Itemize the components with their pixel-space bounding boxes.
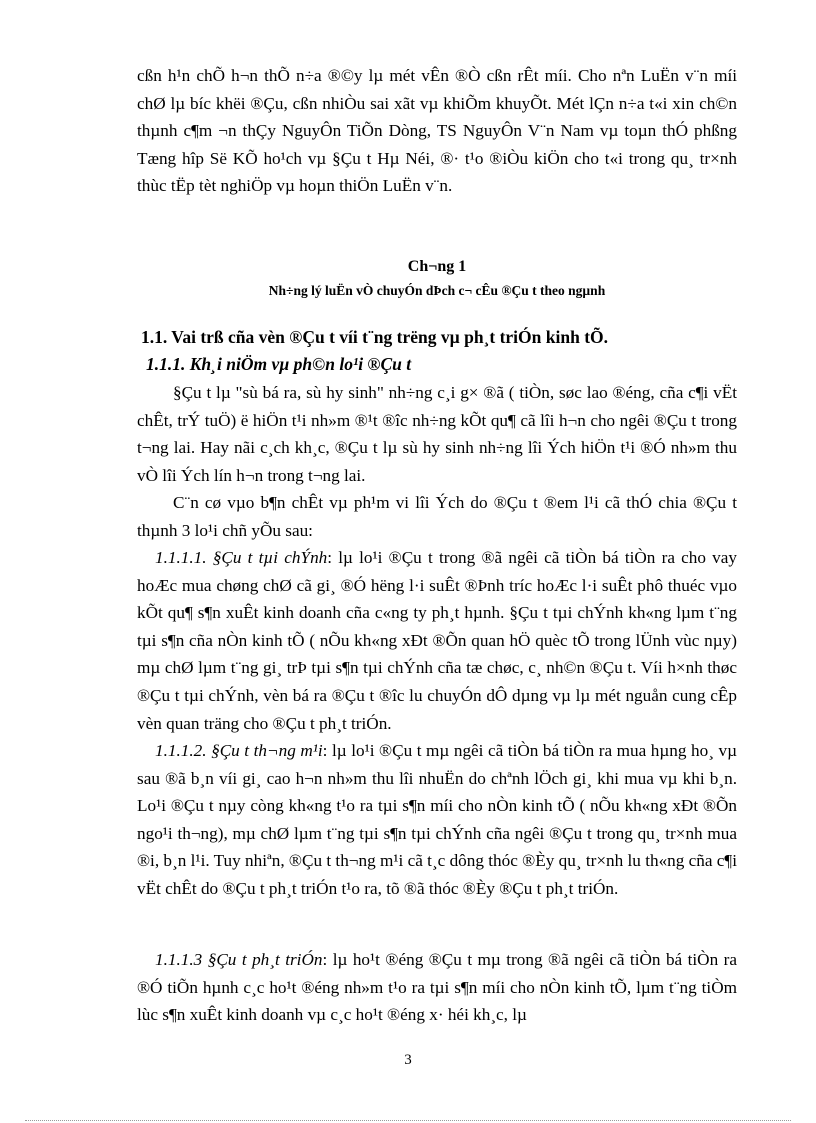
intro-paragraph: cßn h¹n chÕ h¬n thÕ n÷a ®©y lµ mét vÊn ®Ò cßn rÊt míi. Cho nªn LuËn v¨n míi chØ lµ bíc khëi ®Çu, cßn nhiÒu sai xãt vµ khiÕm khuyÕt. Mét lÇn n÷a t«i xin ch©n thµnh c¶m ¬n thÇy NguyÔn TiÕn Dòng, TS NguyÔn V¨n Nam vµ toµn thÓ phßng Tæng hîp Së KÕ ho¹ch vµ §Çu t Hµ Néi, ®· t¹o ®iÒu kiÖn cho t«i trong qu¸ tr×nh thùc tËp tèt nghiÖp vµ hoµn thiÖn LuËn v¨n. [137, 66, 737, 196]
chapter-label: Ch¬ng 1 [407, 258, 467, 275]
page-number: 3 [404, 1052, 412, 1068]
item-3-text: : lµ ho¹t ®éng ®Çu t mµ trong ®ã ngêi cã tiÒn bá tiÒn ra ®Ó tiÕn hµnh c¸c ho¹t ®éng nh»m t¹o ra tµi s¶n míi cho nÒn kinh tÕ, lµm t¨ng tiÒm lùc s¶n xuÊt kinh doanh vµ c¸c ho¹t ®éng x· héi kh¸c, lµ [137, 950, 737, 1025]
item-1-label: 1.1.1.1. §Çu t tµi chÝnh [155, 548, 328, 567]
page-bottom-border [25, 1120, 791, 1121]
item-2-label: 1.1.1.2. §Çu t th¬ng m¹i [155, 741, 323, 760]
item-3-paragraph [137, 946, 737, 1029]
section-heading: 1.1. Vai trß cña vèn ®Çu t víi t¨ng trëng vµ ph¸t triÓn kinh tÕ. [141, 327, 609, 347]
item-1-paragraph [137, 544, 737, 737]
item-2-paragraph [137, 737, 737, 903]
subsection-heading: 1.1.1. Kh¸i niÖm vµ ph©n lo¹i ®Çu t [146, 354, 412, 374]
item-2-text: : lµ lo¹i ®Çu t mµ ngêi cã tiÒn bá tiÒn ra mua hµng ho¸ vµ sau ®ã b¸n víi gi¸ cao h¬n nh»m thu lîi nhuËn do chªnh lÖch gi¸ khi mua vµ khi b¸n. Lo¹i ®Çu t nµy còng kh«ng t¹o ra tµi s¶n míi cho nÒn kinh tÕ ( nÕu kh«ng xÐt ®Õn ngo¹i th¬ng), mµ chØ lµm t¨ng tµi s¶n tµi chÝnh cña ngêi ®Çu t trong qu¸ tr×nh mua ®i, b¸n l¹i. Tuy nhiªn, ®Çu t th¬ng m¹i cã t¸c dông thóc ®Èy qu¸ tr×nh lu th«ng cña c¶i vËt chÊt do ®Çu t ph¸t triÓn t¹o ra, tõ ®ã thóc ®Èy ®Çu t ph¸t triÓn. [137, 741, 737, 898]
classification-paragraph: C¨n cø vµo b¶n chÊt vµ ph¹m vi lîi Ých do ®Çu t ®em l¹i cã thÓ chia ®Çu t thµnh 3 lo¹i chñ yÕu sau: [137, 493, 737, 540]
definition-paragraph: §Çu t lµ "sù bá ra, sù hy sinh" nh÷ng c¸i g× ®ã ( tiÒn, søc lao ®éng, cña c¶i vËt chÊt, trÝ tuÖ) ë hiÖn t¹i nh»m ®¹t ®îc nh÷ng kÕt qu¶ cã lîi h¬n cho ngêi ®Çu t trong t¬ng lai. Hay nãi c¸ch kh¸c, ®Çu t lµ sù hy sinh nh÷ng lîi Ých hiÖn t¹i ®Ó nh»m thu vÒ lîi Ých lín h¬n trong t¬ng lai. [137, 383, 737, 485]
item-3-label: 1.1.1.3 §Çu t ph¸t triÓn [155, 950, 323, 969]
chapter-title: Nh÷ng lý luËn vÒ chuyÓn dÞch c¬ cÊu ®Çu t theo ngµnh [268, 283, 606, 298]
item-1-text: : lµ lo¹i ®Çu t trong ®ã ngêi cã tiÒn bá tiÒn ra cho vay hoÆc mua chøng chØ cã gi¸ ®Ó hëng l·i suÊt ®Þnh tríc hoÆc l·i suÊt phô thuéc vµo kÕt qu¶ s¶n xuÊt kinh doanh cña c«ng ty ph¸t hµnh. §Çu t tµi chÝnh kh«ng lµm t¨ng tµi s¶n cña nÒn kinh tÕ ( nÕu kh«ng xÐt ®Õn quan hÖ quèc tÕ trong lÜnh vùc nµy) mµ chØ lµm t¨ng gi¸ trÞ tµi s¶n tµi chÝnh cña tæ chøc, c¸ nh©n ®Çu t. Víi h×nh thøc ®Çu t tµi chÝnh, vèn bá ra ®Çu t ®îc lu chuyÓn dÔ dµng vµ lµ mét nguån cung cÊp vèn quan träng cho ®Çu t ph¸t triÓn. [137, 548, 737, 733]
